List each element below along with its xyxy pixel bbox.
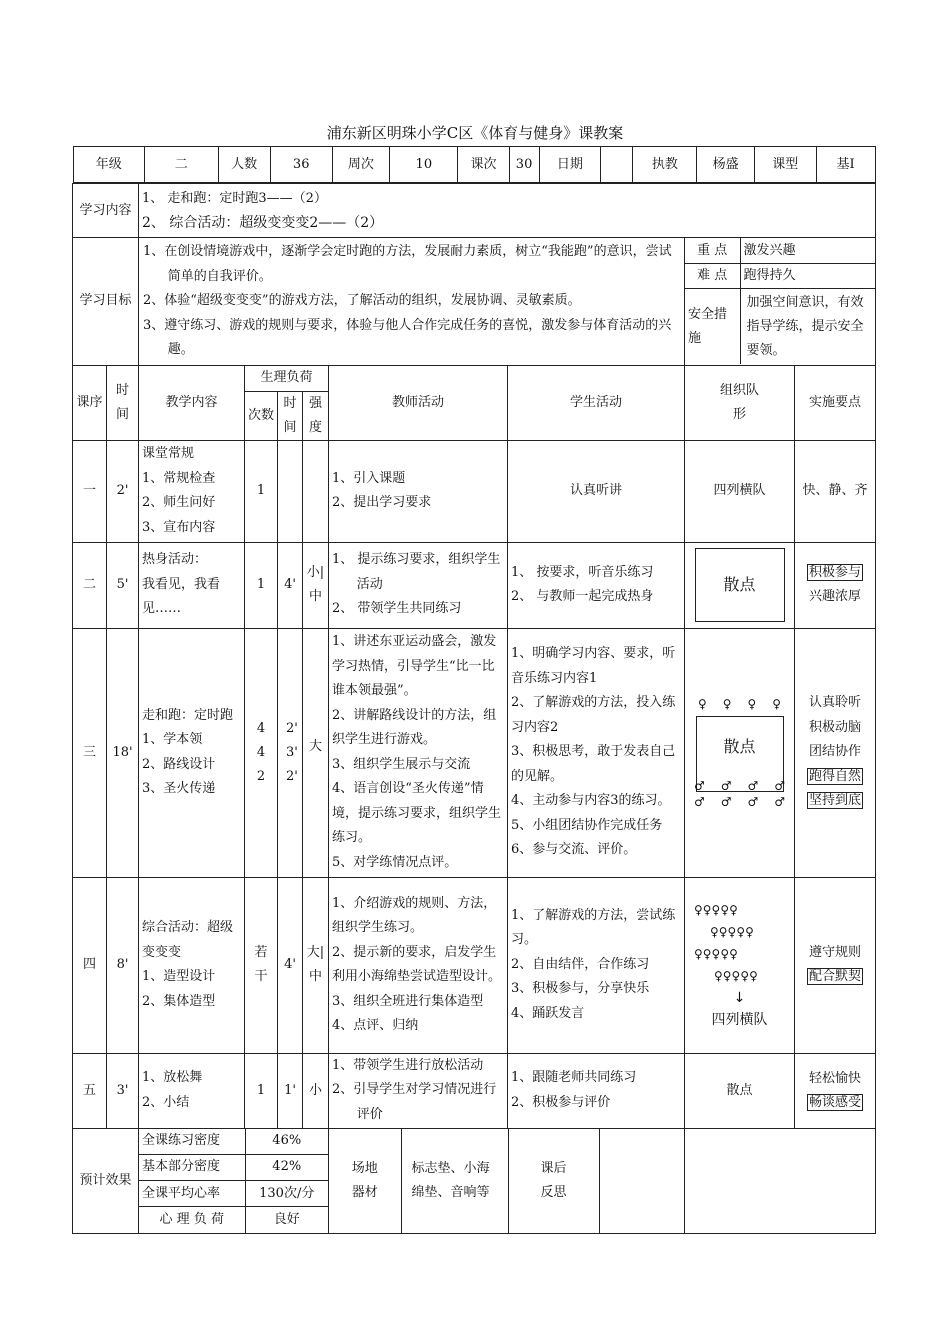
teacher-line: 2、 带领学生共同练习 bbox=[332, 601, 462, 617]
student-line: 4、主动参与内容3的练习。 bbox=[511, 793, 671, 809]
teacher-line: 1、 提示练习要求，组织学生活动 bbox=[332, 552, 501, 592]
teacher-line: 2、讲解路线设计的方法，组织学生进行游戏。 bbox=[332, 707, 497, 747]
content-line: 2、小结 bbox=[142, 1094, 190, 1110]
metric-value: 良好 bbox=[245, 1207, 328, 1233]
student-line: 4、踊跃发言 bbox=[511, 1005, 585, 1021]
table-row bbox=[73, 440, 876, 542]
safety-label: 安全措施 bbox=[685, 288, 740, 364]
col-load: 生理负荷 bbox=[245, 365, 329, 391]
count-value: 36 bbox=[270, 147, 332, 183]
col-points: 实施要点 bbox=[795, 365, 876, 440]
male-icon: ♂ bbox=[774, 778, 786, 793]
difficulty-value: 跑得持久 bbox=[740, 263, 875, 288]
formation-label: 四列横队 bbox=[711, 1012, 768, 1028]
difficulty-label: 难 点 bbox=[685, 263, 740, 288]
teacher-line: 4、点评、归纳 bbox=[332, 1018, 419, 1033]
key-label: 重 点 bbox=[685, 238, 740, 263]
male-icon: ♂ bbox=[747, 778, 759, 793]
type-value: 基Ⅰ bbox=[816, 147, 875, 183]
column-header-row bbox=[73, 365, 876, 391]
intensity-cell: 大|中 bbox=[303, 877, 329, 1053]
col-teacher: 教师活动 bbox=[329, 365, 508, 440]
content-line: 2、路线设计 bbox=[142, 756, 216, 772]
teacher-label: 执教 bbox=[633, 147, 697, 183]
goals-label: 学习目标 bbox=[73, 238, 139, 366]
col-content: 教学内容 bbox=[139, 365, 245, 440]
page-title: 浦东新区明珠小学C区《体育与健身》课教案 bbox=[326, 124, 624, 142]
male-icon: ♂ bbox=[720, 794, 732, 809]
female-row-icon: ♀♀♀♀♀ bbox=[694, 903, 738, 917]
student-line: 5、小组团结协作完成任务 bbox=[511, 817, 663, 833]
col-org: 组织队形 bbox=[685, 365, 795, 440]
content-label: 学习内容 bbox=[73, 184, 139, 238]
content-line: 1、学本领 bbox=[142, 732, 203, 747]
student-line: 6、参与交流、评价。 bbox=[511, 842, 637, 858]
teacher-line: 3、组织全班进行集体造型 bbox=[332, 993, 484, 1009]
metric-name: 心 理 负 荷 bbox=[139, 1207, 245, 1233]
table-row bbox=[73, 1053, 876, 1128]
part-cell: 四 bbox=[73, 877, 107, 1053]
teacher-line: 1、带领学生进行放松活动 bbox=[332, 1057, 484, 1073]
time-cell: 18' bbox=[107, 628, 139, 877]
teacher-line: 1、介绍游戏的规则、方法，组织学生练习。 bbox=[332, 895, 497, 935]
teacher-line: 4、语言创设“圣火传递”情境，提示练习要求，组织学生练习。 bbox=[332, 781, 502, 845]
grade-label: 年级 bbox=[73, 147, 144, 183]
reflection-value bbox=[599, 1129, 684, 1233]
content-line: 3、宣布内容 bbox=[142, 519, 216, 535]
col-duration: 时间 bbox=[278, 391, 303, 440]
time-cell: 2' bbox=[107, 440, 139, 542]
student-line: 3、积极思考，敢于发表自己的见解。 bbox=[511, 744, 676, 784]
grade-value: 二 bbox=[144, 147, 218, 183]
content-item: 1、 走和跑：定时跑3——（2） bbox=[142, 190, 327, 206]
teacher-line: 3、组织学生展示与交流 bbox=[332, 756, 471, 772]
formation-diagram bbox=[685, 628, 795, 877]
student-line: 1、了解游戏的方法，尝试练习。 bbox=[511, 907, 676, 948]
points-line: 跑得自然 bbox=[809, 768, 862, 784]
safety-value: 加强空间意识，有效指导学练，提示安全要领。 bbox=[740, 288, 875, 364]
student-line: 1、跟随老师共同练习 bbox=[511, 1070, 637, 1085]
scatter-formation-box: 散点 bbox=[695, 548, 785, 622]
org-cell: 散点 bbox=[685, 1053, 795, 1128]
content-line: 3、圣火传递 bbox=[142, 781, 216, 796]
metric-value: 46% bbox=[245, 1129, 328, 1155]
lesson-label: 课次 bbox=[458, 147, 509, 183]
content-line: 我看见，我看见…… bbox=[142, 576, 221, 617]
male-icon: ♂ bbox=[720, 778, 732, 793]
goal-item: 2、体验“超级变变变”的游戏方法，了解活动的组织，发展协调、灵敏素质。 bbox=[143, 293, 581, 308]
times-cell: 1 bbox=[245, 440, 278, 542]
reflection-label: 课后反思 bbox=[508, 1129, 599, 1233]
goals-row bbox=[73, 238, 876, 366]
content-line: 走和跑：定时跑 bbox=[142, 707, 234, 723]
times-cell: 若干 bbox=[245, 877, 278, 1053]
points-line: 团结协作 bbox=[809, 744, 862, 760]
col-student: 学生活动 bbox=[508, 365, 685, 440]
content-line: 综合活动：超级变变变 bbox=[142, 920, 234, 960]
points-line: 遵守规则 bbox=[809, 945, 862, 960]
part-cell: 二 bbox=[73, 542, 107, 628]
content-item: 2、 综合活动：超级变变变2——（2） bbox=[142, 214, 384, 231]
table-row bbox=[73, 877, 876, 1053]
goal-item: 3、遵守练习、游戏的规则与要求，体验与他人合作完成任务的喜悦，激发参与体育活动的兴趣。 bbox=[143, 317, 672, 357]
intensity-cell: 小|中 bbox=[303, 542, 329, 628]
date-value bbox=[601, 147, 633, 183]
times-cell: 1 bbox=[245, 542, 278, 628]
points-line: 坚持到底 bbox=[809, 793, 862, 809]
duration-cell bbox=[278, 440, 303, 542]
content-line: 课堂常规 bbox=[142, 446, 195, 461]
content-row bbox=[73, 184, 876, 238]
teacher-line: 2、引导学生对学习情况进行评价 bbox=[332, 1082, 497, 1122]
goal-item: 1、在创设情境游戏中，逐渐学会定时跑的方法，发展耐力素质，树立“我能跑”的意识，尝试简单的自我评价。 bbox=[143, 244, 672, 284]
count-label: 人数 bbox=[218, 147, 270, 183]
student-line: 1、 按要求，听音乐练习 bbox=[511, 564, 654, 580]
intensity-cell bbox=[303, 440, 329, 542]
male-icon: ♂ bbox=[747, 794, 759, 809]
metric-name: 基本部分密度 bbox=[139, 1154, 245, 1180]
part-cell: 三 bbox=[73, 628, 107, 877]
male-icon: ♂ bbox=[693, 794, 705, 809]
points-line: 认真聆听 bbox=[809, 695, 862, 711]
duration-cell: 2' 3' 2' bbox=[278, 628, 303, 877]
points-line: 轻松愉快 bbox=[809, 1070, 862, 1086]
lesson-plan-table bbox=[72, 146, 876, 1234]
effect-label: 预计效果 bbox=[73, 1128, 139, 1233]
teacher-line: 2、提出学习要求 bbox=[332, 495, 432, 510]
teacher-line: 1、讲述东亚运动盛会，激发学习热情，引导学生“比一比谁本领最强”。 bbox=[332, 634, 497, 698]
metric-value: 42% bbox=[245, 1154, 328, 1180]
content-line: 热身活动： bbox=[142, 552, 208, 568]
points-line: 畅谈感受 bbox=[809, 1094, 862, 1110]
student-cell: 认真听讲 bbox=[508, 440, 685, 542]
female-icon: ♀ bbox=[722, 696, 732, 711]
points-line: 配合默契 bbox=[809, 969, 862, 984]
effect-blank bbox=[685, 1128, 876, 1233]
student-line: 2、 与教师一起完成热身 bbox=[511, 589, 654, 604]
duration-cell: 4' bbox=[278, 877, 303, 1053]
student-line: 2、积极参与评价 bbox=[511, 1094, 611, 1110]
time-cell: 8' bbox=[107, 877, 139, 1053]
col-times: 次数 bbox=[245, 391, 278, 440]
key-value: 激发兴趣 bbox=[740, 238, 875, 263]
metric-name: 全课练习密度 bbox=[139, 1129, 245, 1155]
week-value: 10 bbox=[390, 147, 458, 183]
intensity-cell: 大 bbox=[303, 628, 329, 877]
female-row-icon: ♀♀♀♀♀ bbox=[694, 947, 738, 961]
content-line: 2、师生问好 bbox=[142, 495, 216, 510]
duration-cell: 1' bbox=[278, 1053, 303, 1128]
student-line: 3、积极参与，分享快乐 bbox=[511, 981, 650, 997]
effect-row bbox=[73, 1128, 876, 1233]
female-row-icon: ♀♀♀♀♀ bbox=[710, 925, 754, 939]
time-cell: 5' bbox=[107, 542, 139, 628]
time-cell: 3' bbox=[107, 1053, 139, 1128]
table-row bbox=[73, 542, 876, 628]
col-time: 时间 bbox=[107, 365, 139, 440]
duration-cell: 4' bbox=[278, 542, 303, 628]
male-icon: ♂ bbox=[693, 778, 705, 793]
arrow-down-icon: ↓ bbox=[733, 990, 746, 1006]
header-row bbox=[73, 146, 876, 184]
date-label: 日期 bbox=[539, 147, 601, 183]
times-cell: 4 4 2 bbox=[245, 628, 278, 877]
points-line: 积极动脑 bbox=[809, 719, 862, 735]
points-line: 兴趣浓厚 bbox=[809, 589, 862, 604]
lesson-value: 30 bbox=[509, 147, 539, 183]
venue-label: 场地器材 bbox=[329, 1129, 401, 1233]
points-cell: 快、静、齐 bbox=[795, 440, 876, 542]
col-intensity: 强度 bbox=[303, 391, 329, 440]
teacher-line: 1、引入课题 bbox=[332, 470, 406, 486]
content-line: 2、集体造型 bbox=[142, 993, 216, 1009]
org-cell: 四列横队 bbox=[685, 440, 795, 542]
table-row bbox=[73, 628, 876, 877]
formation-diagram bbox=[685, 877, 795, 1053]
scatter-formation-box: 散点 bbox=[696, 716, 784, 792]
type-label: 课型 bbox=[754, 147, 816, 183]
student-line: 2、了解游戏的方法，投入练习内容2 bbox=[511, 695, 676, 735]
intensity-cell: 小 bbox=[303, 1053, 329, 1128]
male-icon: ♂ bbox=[774, 794, 786, 809]
female-icon: ♀ bbox=[772, 696, 782, 711]
week-label: 周次 bbox=[332, 147, 390, 183]
female-row-icon: ♀♀♀♀♀ bbox=[714, 969, 758, 983]
part-cell: 五 bbox=[73, 1053, 107, 1128]
female-icon: ♀ bbox=[697, 696, 707, 711]
student-line: 2、自由结伴，合作练习 bbox=[511, 956, 650, 972]
points-line: 积极参与 bbox=[809, 565, 862, 580]
col-part: 课序 bbox=[73, 365, 107, 440]
teacher-line: 2、提示新的要求，启发学生利用小海绵垫尝试造型设计。 bbox=[332, 944, 502, 984]
teacher-value: 杨盛 bbox=[697, 147, 755, 183]
part-cell: 一 bbox=[73, 440, 107, 542]
female-icon: ♀ bbox=[747, 696, 757, 711]
metric-value: 130次/分 bbox=[245, 1180, 328, 1206]
venue-value: 标志垫、小海绵垫、音响等 bbox=[401, 1129, 508, 1233]
student-line: 1、明确学习内容、要求，听音乐练习内容1 bbox=[511, 646, 676, 686]
content-line: 1、放松舞 bbox=[142, 1070, 203, 1085]
content-line: 1、造型设计 bbox=[142, 969, 216, 984]
content-line: 1、常规检查 bbox=[142, 470, 216, 486]
teacher-line: 5、对学练情况点评。 bbox=[332, 854, 458, 870]
metric-name: 全课平均心率 bbox=[139, 1180, 245, 1206]
times-cell: 1 bbox=[245, 1053, 278, 1128]
